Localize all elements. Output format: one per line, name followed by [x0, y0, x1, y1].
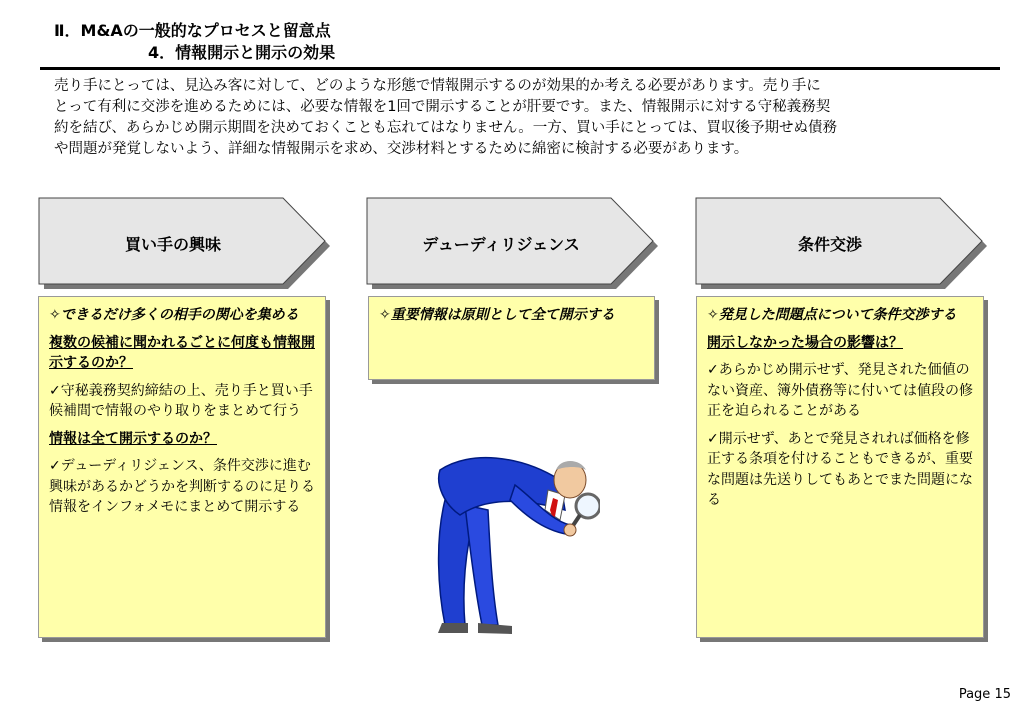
note-headline: ✧重要情報は原則として全て開示する [379, 307, 615, 323]
step-label: 買い手の興味 [124, 234, 221, 254]
note-question: 情報は全て開示するのか？ [49, 430, 217, 447]
step-label: 条件交渉 [797, 234, 862, 254]
note-answer: ✓あらかじめ開示せず、発見された価値のない資産、簿外債務等に付いては値段の修正を迫られることがある [707, 362, 973, 419]
note-answer: ✓開示せず、あとで発見されれば価格を修正する条項を付けることもできるが、重要な問題は先送りしてもあとでまた問題になる [707, 430, 973, 508]
intro-line: 売り手にとっては、見込み客に対して、どのような形態で情報開示するのが効果的か考える必要があります。売り手に [54, 78, 821, 94]
step-arrow-due-diligence [366, 197, 661, 292]
intro-line: 約を結び、あらかじめ開示期間を決めておくことも忘れてはなりません。一方、買い手にとっては、買収後予期せぬ債務 [54, 120, 837, 136]
note-headline: ✧発見した問題点について条件交渉する [707, 307, 957, 323]
step-arrow-buyer-interest [38, 197, 333, 292]
page-label: Page [958, 687, 991, 702]
note-question: 複数の候補に聞かれるごとに何度も情報開示するのか？ [49, 334, 315, 371]
intro-line: や問題が発覚しないよう、詳細な情報開示を求め、交渉材料とするために綿密に検討する必要があります。 [54, 141, 749, 157]
section-title: Ⅱ．M&Aの一般的なプロセスと留意点 [54, 21, 331, 40]
note-answer: ✓デューディリジェンス、条件交渉に進む興味があるかどうかを判断するのに足りる情報をインフォメモにまとめて開示する [49, 458, 315, 515]
note-negotiation [696, 296, 984, 638]
step-arrow-negotiation [695, 197, 990, 292]
intro-line: とって有利に交渉を進めるためには、必要な情報を1回で開示することが肝要です。また、情報開示に対する守秘義務契 [54, 99, 831, 115]
note-due-diligence [368, 296, 655, 380]
man-with-magnifier-illustration [420, 440, 600, 640]
note-question: 開示しなかった場合の影響は？ [707, 334, 903, 351]
note-buyer-interest [38, 296, 326, 638]
page-number [959, 687, 1011, 702]
step-label: デューディリジェンス [422, 234, 580, 254]
title-divider [40, 67, 1000, 70]
page-number-value: 15 [994, 687, 1011, 702]
intro-paragraph [54, 76, 984, 160]
note-answer: ✓守秘義務契約締結の上、売り手と買い手候補間で情報のやり取りをまとめて行う [49, 382, 313, 419]
note-headline: ✧できるだけ多くの相手の関心を集める [49, 307, 299, 323]
page-title: 4．情報開示と開示の効果 [148, 43, 336, 62]
